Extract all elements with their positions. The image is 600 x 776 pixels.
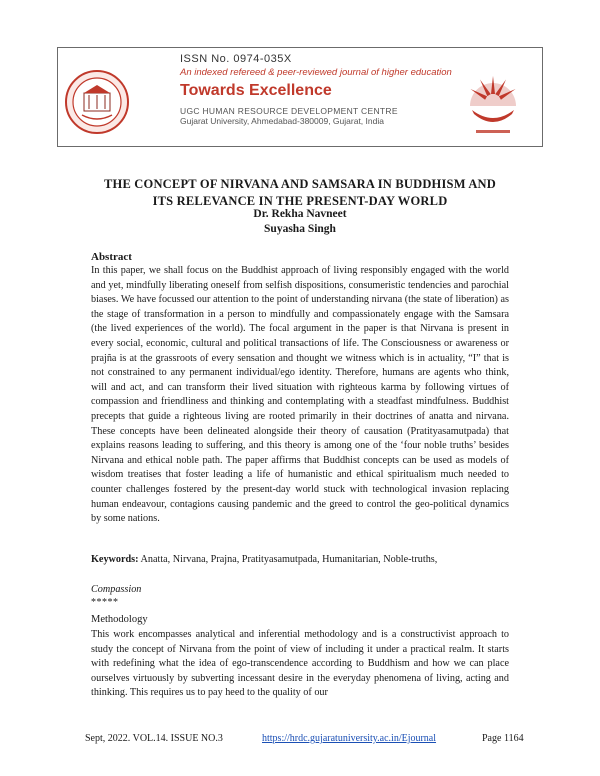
author-name: Suyasha Singh bbox=[264, 223, 336, 235]
journal-tagline: An indexed refereed & peer-reviewed journal of higher education bbox=[180, 67, 452, 78]
footer-page-number: Page 1164 bbox=[482, 733, 524, 744]
abstract-body: In this paper, we shall focus on the Buddhist approach of living responsibly engaged with the world and yet, mindfully liberating oneself from selfish dispositions, consumeristic tendencies and parochial biases. We have focussed our attention to the point of understanding nirvana (the state of liberation) as the stage of transformation in a person to mindfully and compassionately engage with the Samsara (the lived experiences of the world). The focal argument in the paper is that Nirvana is present in every social, economic, cultural and political transactions of life. The Consciousness or awareness or prajña is at the grassroots of every sensation and thought we witness which is in actuality, “I” that is not constrained to any permanent individual/ego identity. Therefore, humans are agents who think, will and act, and can transform their lived situation with righteous karma by following virtues of compassion and friendliness and thinking and contemplating with a steadfast mindfulness. Buddhist precepts that guide a righteous living are rooted primarily in their doctrines of anatta and nirvana. These concepts have been delineated alongside their theory of causation (Pratityasamutpada) that explains reasons leading to suffering, and this theory is among one of the ‘four noble truths’ besides Nirvana and ethical noble path. The paper affirms that Buddhist concepts can be used as models of wisdom treatises that foster leading a life of humanistic and ethical spiritualism much needed to counter challenges fostered by the present-day world stuck with technological invasion replacing human endeavour, contagions causing pandemic and the greed to control the geo-political dynamics by some nations. bbox=[91, 265, 509, 525]
centre-address: Gujarat University, Ahmedabad-380009, Gujarat, India bbox=[180, 116, 384, 126]
keywords-list: Anatta, Nirvana, Prajna, Pratityasamutpada, Humanitarian, Noble-truths, bbox=[140, 554, 438, 565]
author-name: Dr. Rekha Navneet bbox=[253, 208, 347, 220]
issn-number: ISSN No. 0974-035X bbox=[180, 53, 292, 65]
ugc-logo-icon bbox=[462, 68, 524, 138]
journal-name: Towards Excellence bbox=[180, 82, 332, 99]
centre-name: UGC HUMAN RESOURCE DEVELOPMENT CENTRE bbox=[180, 106, 398, 116]
keyword-continuation: Compassion bbox=[91, 584, 142, 595]
footer-journal-link[interactable]: https://hrdc.gujaratuniversity.ac.in/Ejournal bbox=[262, 733, 437, 744]
gujarat-university-seal-icon bbox=[64, 69, 130, 135]
paper-title: THE CONCEPT OF NIRVANA AND SAMSARA IN BUDDHISM AND ITS RELEVANCE IN THE PRESENT-DAY WORLD bbox=[103, 177, 497, 208]
journal-header bbox=[140, 50, 460, 126]
footer-issue: Sept, 2022. VOL.14. ISSUE NO.3 bbox=[85, 733, 223, 744]
keywords-line bbox=[91, 553, 509, 567]
abstract-heading: Abstract bbox=[91, 251, 132, 263]
methodology-heading: Methodology bbox=[91, 614, 148, 625]
section-separator: ***** bbox=[91, 597, 119, 608]
keywords-label: Keywords: bbox=[91, 554, 139, 565]
methodology-body: This work encompasses analytical and inferential methodology and is a constructivist approach to study the concept of Nirvana from the point of view of including it under a practical realm. It starts with redefining what the idea of ego-transcendence according to Buddhism and how we can place ourselves virtuously by subverting incessant desire in the everyday phenomena of living, acting and thinking. This requires us to pay heed to the quality of our bbox=[91, 629, 509, 699]
